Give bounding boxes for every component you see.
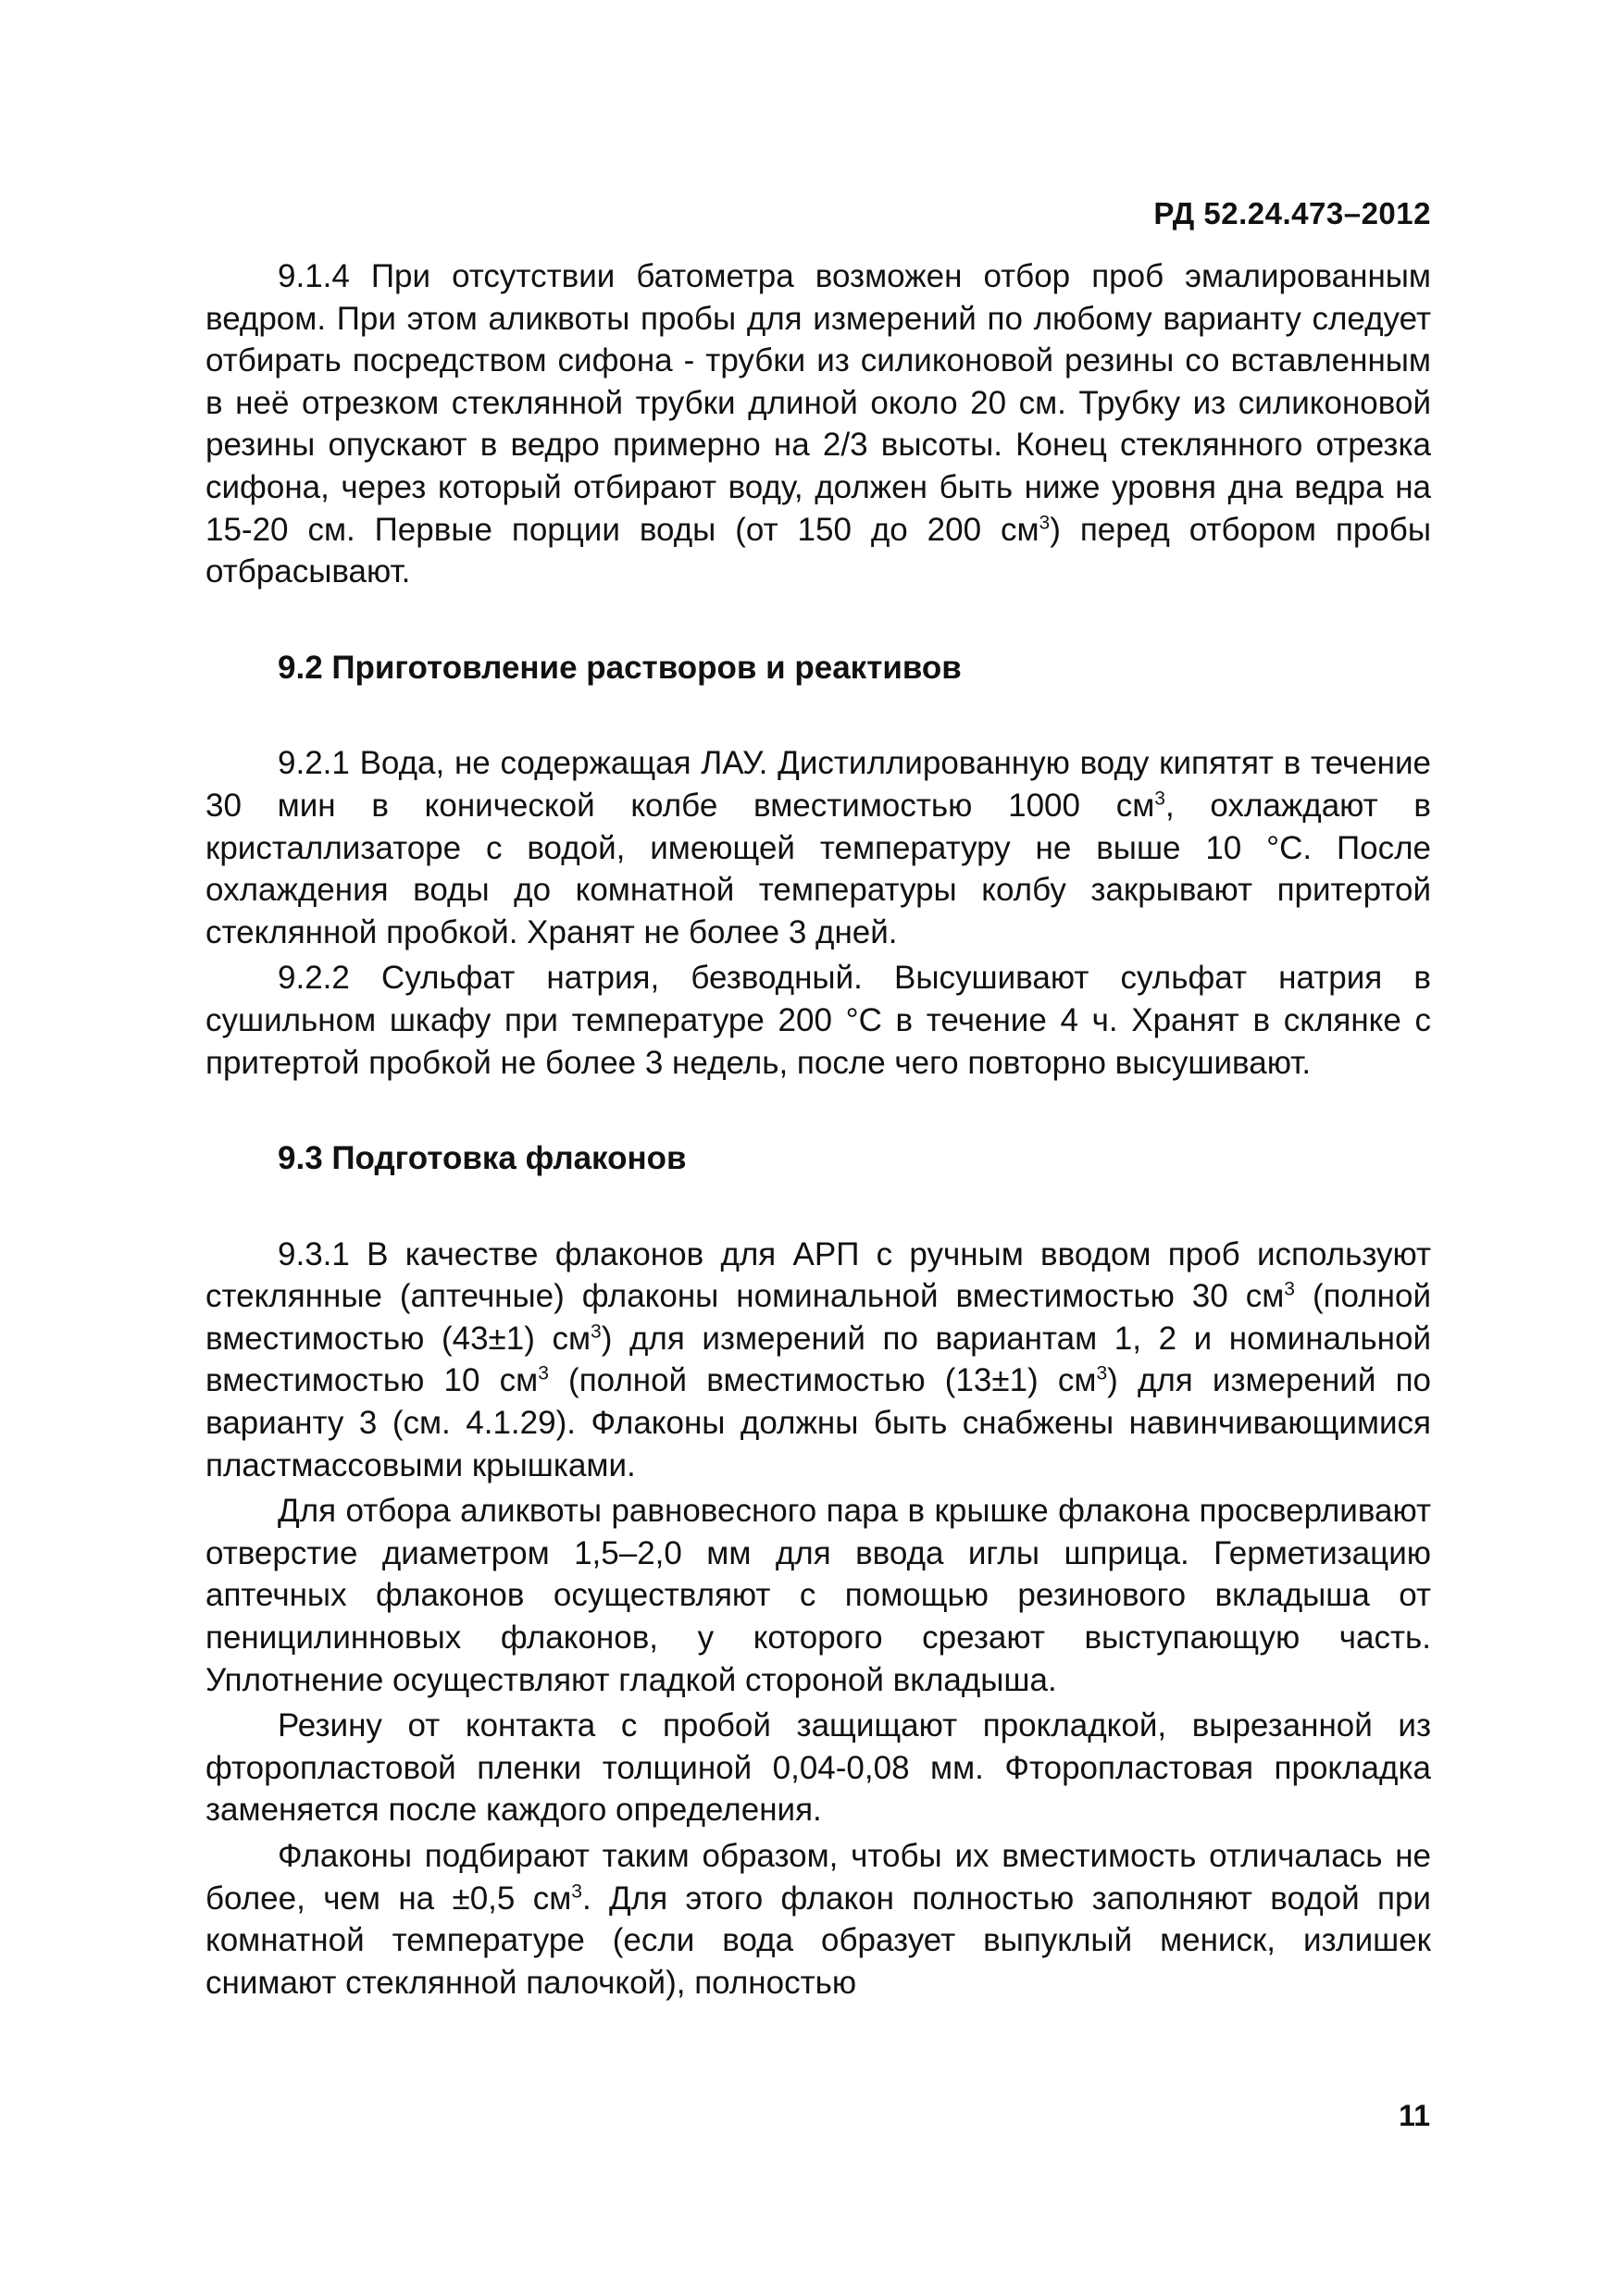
page-content bbox=[205, 255, 1431, 2004]
heading-9-3: 9.3 Подготовка флаконов bbox=[278, 1140, 687, 1177]
document-code: РД 52.24.473–2012 bbox=[1153, 196, 1431, 230]
paragraph-9-3-1: 9.3.1 В качестве флаконов для АРП с ручным вводом проб используют стеклянные (аптечные) флаконы номинальной вместимостью 30 $см^3$ (полной вместимостью (43±1) $см^3$) для измерений по вариантам 1, 2 и номинальной вместимостью 10 $см^3$ (полной вместимостью (13±1) $см^3$) для измерений по варианту 3 (см. 4.1.29). Флаконы должны быть снабжены навинчивающимися пластмассовыми крышками. bbox=[205, 1235, 1432, 1483]
paragraph-sampling-hole: Для отбора аликвоты равновесного пара в крышке флакона просверливают отверстие диаметром 1,5–2,0 мм для ввода иглы шприца. Герметизацию аптечных флаконов осуществляют с помощью резинового вкладыша от пеницилинновых флаконов, у которого срезают выступающую часть. Уплотнение осуществляют гладкой стороной вкладыша. bbox=[205, 1493, 1431, 1698]
paragraph-rubber-gasket: Резину от контакта с пробой защищают прокладкой, вырезанной из фторопластовой пленки толщиной 0,04-0,08 мм. Фторопластовая прокладка заменяется после каждого определения. bbox=[205, 1707, 1431, 1829]
heading-9-2: 9.2 Приготовление растворов и реактивов bbox=[278, 649, 962, 686]
paragraph-vial-selection: Флаконы подбирают таким образом, чтобы их вместимость отличалась не более, чем на ±0,5 $см^3$. Для этого флакон полностью заполняют водой при комнатной температуре (если вода образует выпуклый мениск, излишек снимают стеклянной палочкой), полностью bbox=[205, 1838, 1431, 2001]
paragraph-9-1-4: 9.1.4 При отсутствии батометра возможен отбор проб эмалированным ведром. При этом аликвоты пробы для измерений по любому варианту следует отбирать посредством сифона - трубки из силиконовой резины со вставленным в неё отрезком стеклянной трубки длиной около 20 см. Трубку из силиконовой резины опускают в ведро примерно на 2/3 высоты. Конец стеклянного отрезка сифона, через который отбирают воду, должен быть ниже уровня дна ведра на 15-20 см. Первые порции воды (от 150 до 200 $см^3$) перед отбором пробы отбрасывают. bbox=[205, 258, 1431, 590]
paragraph-9-2-1: 9.2.1 Вода, не содержащая ЛАУ. Дистиллированную воду кипятят в течение 30 мин в конической колбе вместимостью 1000 $см^3$, охлаждают в кристаллизаторе с водой, имеющей температуру не выше 10 °С. После охлаждения воды до комнатной температуры колбу закрывают притертой стеклянной пробкой. Хранят не более 3 дней. bbox=[205, 745, 1431, 950]
paragraph-9-2-2: 9.2.2 Сульфат натрия, безводный. Высушивают сульфат натрия в сушильном шкафу при температуре 200 °С в течение 4 ч. Хранят в склянке с притертой пробкой не более 3 недель, после чего повторно высушивают. bbox=[205, 960, 1431, 1081]
page-number: 11 bbox=[1399, 2099, 1430, 2132]
